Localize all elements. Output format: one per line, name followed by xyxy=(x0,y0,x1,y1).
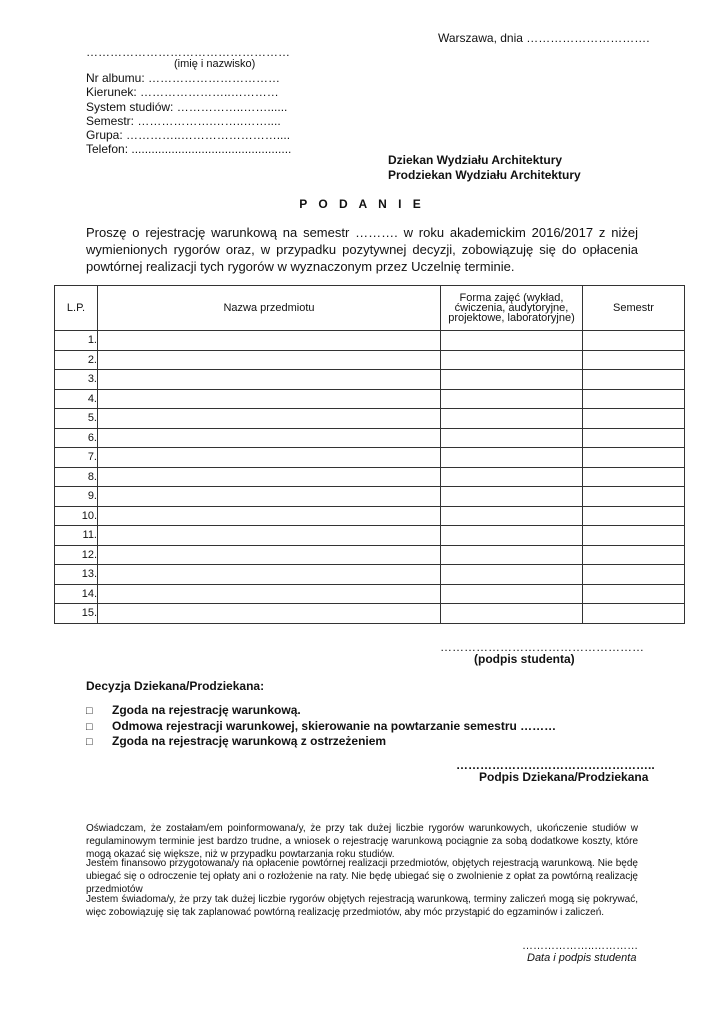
header-lp: L.P. xyxy=(55,286,98,331)
header-semester: Semestr xyxy=(583,286,685,331)
subject-cell[interactable] xyxy=(98,565,441,585)
semester-cell[interactable] xyxy=(583,604,685,624)
decision-options xyxy=(86,703,556,750)
header-subject: Nazwa przedmiotu xyxy=(98,286,441,331)
table-row xyxy=(55,506,685,526)
row-number: 2. xyxy=(55,350,98,370)
semester-cell[interactable] xyxy=(583,389,685,409)
place-date: Warszawa, dnia …………………………. xyxy=(438,31,650,45)
field-album: Nr albumu: …………………………… xyxy=(86,71,281,85)
subjects-table xyxy=(54,285,685,624)
subject-cell[interactable] xyxy=(98,545,441,565)
addressee-dean: Dziekan Wydziału Architektury xyxy=(388,153,563,167)
field-kierunek: Kierunek: …………………..………… xyxy=(86,85,279,100)
subject-cell[interactable] xyxy=(98,350,441,370)
dean-signature-label: Podpis Dziekana/Prodziekana xyxy=(479,770,649,784)
form-cell[interactable] xyxy=(441,389,583,409)
request-text: Proszę o rejestrację warunkową na semestr ………. w roku akademickim 2016/2017 z niżej wymienionych rygorów oraz, w przypadku pozytywnej decyzji, zobowiązuję się do opłacenia powtórnej realizacji tych rygorów w wyznaczonym przez Uczelnię terminie. xyxy=(86,225,638,274)
table-row xyxy=(55,467,685,487)
form-cell[interactable] xyxy=(441,526,583,546)
table-row xyxy=(55,389,685,409)
final-signature-dots: ………………..………… xyxy=(522,940,639,952)
form-cell[interactable] xyxy=(441,565,583,585)
semester-cell[interactable] xyxy=(583,448,685,468)
checkbox[interactable]: □ xyxy=(86,705,93,717)
document-title: P O D A N I E xyxy=(299,197,425,211)
form-cell[interactable] xyxy=(441,331,583,351)
form-cell[interactable] xyxy=(441,467,583,487)
semester-cell[interactable] xyxy=(583,409,685,429)
semester-cell[interactable] xyxy=(583,331,685,351)
form-cell[interactable] xyxy=(441,487,583,507)
semester-cell[interactable] xyxy=(583,467,685,487)
table-row xyxy=(55,428,685,448)
semester-cell[interactable] xyxy=(583,428,685,448)
row-number: 13. xyxy=(55,565,98,585)
table-row xyxy=(55,526,685,546)
declaration-p3: Jestem świadoma/y, że przy tak dużej liczbie rygorów objętych rejestracją warunkową, terminy zaliczeń mogą się pokrywać, więc zobowiązuję się tak zaplanować powtórną realizację przedmiotów, aby móc przystąpić do egzaminów i zaliczeń. xyxy=(86,894,638,918)
semester-cell[interactable] xyxy=(583,565,685,585)
form-cell[interactable] xyxy=(441,584,583,604)
table-header-row xyxy=(55,286,685,331)
subject-cell[interactable] xyxy=(98,331,441,351)
field-semestr: Semestr: ……………….……..…….... xyxy=(86,113,281,128)
decision-option: □ Odmowa rejestracji warunkowej, skierowanie na powtarzanie semestru ……… xyxy=(86,718,557,733)
semester-cell[interactable] xyxy=(583,350,685,370)
semester-cell[interactable] xyxy=(583,487,685,507)
final-signature-label: Data i podpis studenta xyxy=(527,952,637,964)
semester-cell[interactable] xyxy=(583,584,685,604)
header-form: Forma zajęć (wykład, ćwiczenia, audytoryjne, projektowe, laboratoryjne) xyxy=(441,286,583,331)
row-number: 8. xyxy=(55,467,98,487)
field-telefon: Telefon: ................................................ xyxy=(86,142,292,157)
row-number: 14. xyxy=(55,584,98,604)
semester-cell[interactable] xyxy=(583,545,685,565)
subject-cell[interactable] xyxy=(98,428,441,448)
subject-cell[interactable] xyxy=(98,370,441,390)
subject-cell[interactable] xyxy=(98,389,441,409)
table-row xyxy=(55,604,685,624)
semester-cell[interactable] xyxy=(583,370,685,390)
checkbox[interactable]: □ xyxy=(86,720,93,733)
decision-option: □ Zgoda na rejestrację warunkową. xyxy=(86,703,301,717)
table-row xyxy=(55,350,685,370)
row-number: 6. xyxy=(55,428,98,448)
table-row xyxy=(55,331,685,351)
row-number: 1. xyxy=(55,331,98,351)
row-number: 10. xyxy=(55,506,98,526)
table-row xyxy=(55,448,685,468)
form-cell[interactable] xyxy=(441,350,583,370)
form-cell[interactable] xyxy=(441,448,583,468)
table-row xyxy=(55,545,685,565)
subject-cell[interactable] xyxy=(98,467,441,487)
subject-cell[interactable] xyxy=(98,448,441,468)
student-fields xyxy=(86,71,291,157)
field-grupa: Grupa: …………..…………………….... xyxy=(86,128,291,143)
form-cell[interactable] xyxy=(441,604,583,624)
form-cell[interactable] xyxy=(441,545,583,565)
row-number: 7. xyxy=(55,448,98,468)
row-number: 12. xyxy=(55,545,98,565)
subject-cell[interactable] xyxy=(98,409,441,429)
row-number: 9. xyxy=(55,487,98,507)
subject-cell[interactable] xyxy=(98,604,441,624)
addressee-vice-dean: Prodziekan Wydziału Architektury xyxy=(388,168,581,182)
semester-cell[interactable] xyxy=(583,526,685,546)
subject-cell[interactable] xyxy=(98,584,441,604)
row-number: 4. xyxy=(55,389,98,409)
subject-cell[interactable] xyxy=(98,526,441,546)
student-signature-label: (podpis studenta) xyxy=(474,652,575,666)
decision-option: □ Zgoda na rejestrację warunkową z ostrzeżeniem xyxy=(86,734,387,748)
name-dots: …………………………………………… xyxy=(86,45,290,59)
row-number: 5. xyxy=(55,409,98,429)
student-signature-dots: …………………………………………… xyxy=(440,640,644,654)
checkbox[interactable]: □ xyxy=(86,736,93,748)
row-number: 15. xyxy=(55,604,98,624)
subject-cell[interactable] xyxy=(98,506,441,526)
row-number: 11. xyxy=(55,526,98,546)
form-cell[interactable] xyxy=(441,370,583,390)
table-row xyxy=(55,370,685,390)
table-row xyxy=(55,409,685,429)
table-row xyxy=(55,487,685,507)
semester-cell[interactable] xyxy=(583,506,685,526)
declaration-p2: Jestem finansowo przygotowana/y na opłacenie powtórnej realizacji przedmiotów, objętych rejestracją warunkową. Nie będę ubiegać się o odroczenie tej opłaty ani o rozłożenie na raty. Nie będę ubiegać się o zwolnienie z opłat za powtórną realizację przedmiotów xyxy=(86,858,638,895)
subject-cell[interactable] xyxy=(98,487,441,507)
dean-signature-dots: ………………………………………….. xyxy=(456,758,655,772)
decision-heading: Decyzja Dziekana/Prodziekana: xyxy=(86,679,265,693)
form-cell[interactable] xyxy=(441,428,583,448)
table-row xyxy=(55,565,685,585)
declaration-p1: Oświadczam, że zostałam/em poinformowana/y, że przy tak dużej liczbie rygorów warunkowych, ukończenie studiów w regulaminowym terminie jest bardzo trudne, a wniosek o rejestrację warunkową pociągnie za sobą dodatkowe koszty, które mogą okazać się większe, niż w przypadku powtarzania roku studiów. xyxy=(86,823,638,860)
row-number: 3. xyxy=(55,370,98,390)
form-cell[interactable] xyxy=(441,409,583,429)
table-row xyxy=(55,584,685,604)
name-caption: (imię i nazwisko) xyxy=(174,58,256,70)
field-system: System studiów: ……………..……...... xyxy=(86,99,288,114)
form-cell[interactable] xyxy=(441,506,583,526)
